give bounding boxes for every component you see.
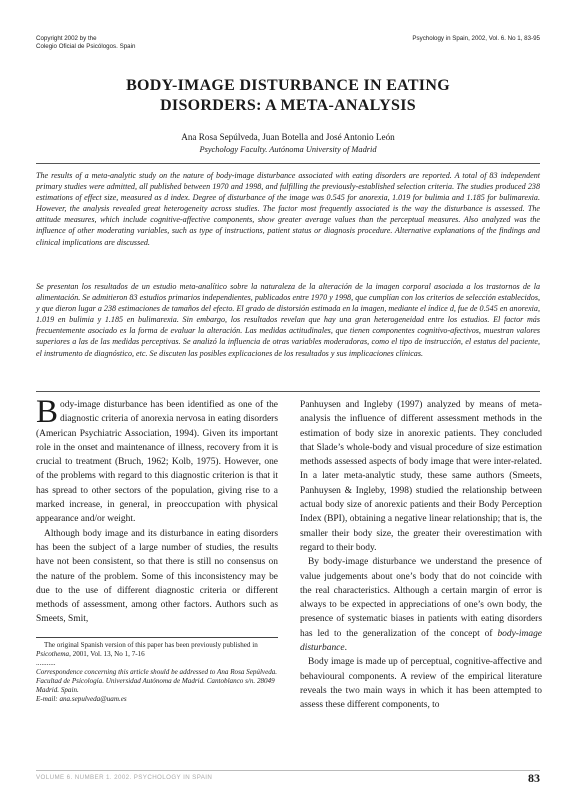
abstract-top-rule: [36, 163, 540, 164]
body-paragraph: Body image is made up of perceptual, cognitive-affective and behavioural components. A review of the empirical literature reveals the two main ways in which it has been attempted to assess these different components, to: [300, 657, 542, 711]
drop-cap: B: [36, 394, 59, 430]
copyright-line-1: Copyright 2002 by the: [36, 35, 97, 42]
body-text: ody-image disturbance has been identified as one of the diagnostic criteria of anorexia nervosa in eating disorders (American Psychiatric Association, 1994). Given its important role in the onset and maintenance of illness, recovery from it is crucial to treatment (Bruch, 1962; Kolb, 1975). However, one of the problems with regard to this diagnostic criterion is that it has spread to other sectors of the population, giving rise to a marked increase, in general, in preoccupation with physical appearance and/or weight.: [36, 400, 278, 525]
authors: Ana Rosa Sepúlveda, Juan Botella and José Antonio León: [181, 132, 395, 142]
email-address[interactable]: E-mail: ana.sepulveda@uam.es: [36, 695, 127, 703]
footer-rule: [36, 770, 540, 771]
abstract-bottom-rule: [36, 391, 540, 392]
body-text: By body-image disturbance we understand the presence of value judgements about one’s body that do not coincide with the real characteristics. Although a certain margin of error is always to be expected in appreciations of one’s own body, the presence of systematic biases in patients with eating disorders has led to the generalization of the concept of: [300, 557, 542, 639]
body-text: .: [344, 643, 347, 654]
correspondence-note: Correspondence concerning this article should be addressed to Ana Rosa Sepúlveda. Facultad de Psicología. Universidad Autónoma de Madrid. Cantoblanco s/n. 28049 Madrid. Spain.: [36, 668, 278, 694]
emphasized-term: body-image disturbance: [300, 628, 542, 654]
journal-reference: Psychology in Spain, 2002, Vol. 6. No 1, 83-95: [412, 35, 540, 42]
title-line-2: DISORDERS: A META-ANALYSIS: [160, 97, 416, 114]
body-paragraph: [36, 394, 278, 527]
body-column-right: [300, 398, 542, 713]
copyright-line-2: Colegio Oficial de Psicólogos. Spain: [36, 43, 136, 50]
volume-footer: VOLUME 6. NUMBER 1. 2002. PSYCHOLOGY IN SPAIN: [36, 774, 213, 781]
body-paragraph: [300, 555, 542, 655]
body-column-left: [36, 394, 278, 627]
footnotes: [36, 641, 278, 704]
footnote-text: The original Spanish version of this paper has been previously published in: [44, 641, 258, 649]
footnote-separator: ...........: [36, 659, 56, 667]
body-paragraph: Although body image and its disturbance in eating disorders has been the subject of a large number of studies, the results have not been consistent, so that there is still no consensus on the nature of the problem. Some of this inconsistency may be due to the use of different diagnostic criteria or different methods of assessment, among other factors. Authors such as Smeets, Smit,: [36, 528, 278, 625]
page-number: 83: [528, 771, 540, 785]
abstract-english: The results of a meta-analytic study on the nature of body-image disturbance associated with eating disorders are reported. A total of 83 independent primary studies were admitted, all published between 1970 and 1998, and fulfilling the previously-established selection criteria. The studies produced 238 estimations of effect size, measured as d index. Degree of disturbance of the image was 0.545 for anorexia, 1.019 for bulimia and 1.185 for bulimarexia. However, the analysis revealed great heterogeneity across studies. The factor most frequently associated is the way the disturbance is assessed. The attitude measures, which include cognitive-affective components, show greater average values than the perceptual measures. Also analyzed was the influence of other moderating variables, such as type of instructions, patient status or diagnosis procedure. Alternative explanations of the findings and clinical implications are discussed.: [36, 171, 540, 247]
footnote-rule: [36, 637, 278, 638]
footnote-text: , 2001, Vol. 13, No 1, 7-16: [69, 650, 145, 658]
original-version-note: [36, 641, 278, 659]
journal-name: Psicothema: [36, 650, 70, 658]
article-title: [36, 76, 540, 116]
abstract-spanish: Se presentan los resultados de un estudio meta-analítico sobre la naturaleza de la alteración de la imagen corporal asociada a los trastornos de la alimentación. Se admitieron 83 estudios primarios independientes, publicados entre 1970 y 1998, que cumplían con los criterios de selección establecidos, y que dieron lugar a 238 estimaciones de tamaños del efecto. El grado de distorsión estimada en la imagen, mediante el índice d, fue de 0.545 en anorexia, 1.019 en bulimia y 1.185 en bulimarexia. Sin embargo, los resultados revelan que hay una gran heterogeneidad entre los estudios. El factor más frecuentemente asociado es la forma de evaluar la alteración. Las medidas actitudinales, que tienen componentes cognitivo-afectivos, muestran valores superiores a las de las medidas perceptivas. Se analizó la influencia de otras variables moderadoras, como el tipo de instrucción, el estatus del paciente, el instrumento de diagnóstico, etc. Se discuten las posibles explicaciones de los resultados y sus implicaciones clínicas.: [36, 282, 540, 358]
copyright-notice: [36, 35, 135, 51]
title-line-1: BODY-IMAGE DISTURBANCE IN EATING: [126, 77, 450, 94]
affiliation: Psychology Faculty. Autónoma University of Madrid: [199, 145, 377, 154]
body-paragraph: Panhuysen and Ingleby (1997) analyzed by means of meta-analysis the influence of different assessment methods in the estimation of body size in anorexic patients. They concluded that Slade’s whole-body and visual procedure of size estimation methods assessed aspects of body image that were inter-related. In a later meta-analytic study, these same authors (Smeets, Panhuysen & Ingleby, 1998) studied the relationship between actual body size of anorexic patients and their Body Perception Index (BPI), obtaining a negative linear relationship; that is, the smaller their body size, the greater their overestimation with regard to their body.: [300, 400, 542, 553]
